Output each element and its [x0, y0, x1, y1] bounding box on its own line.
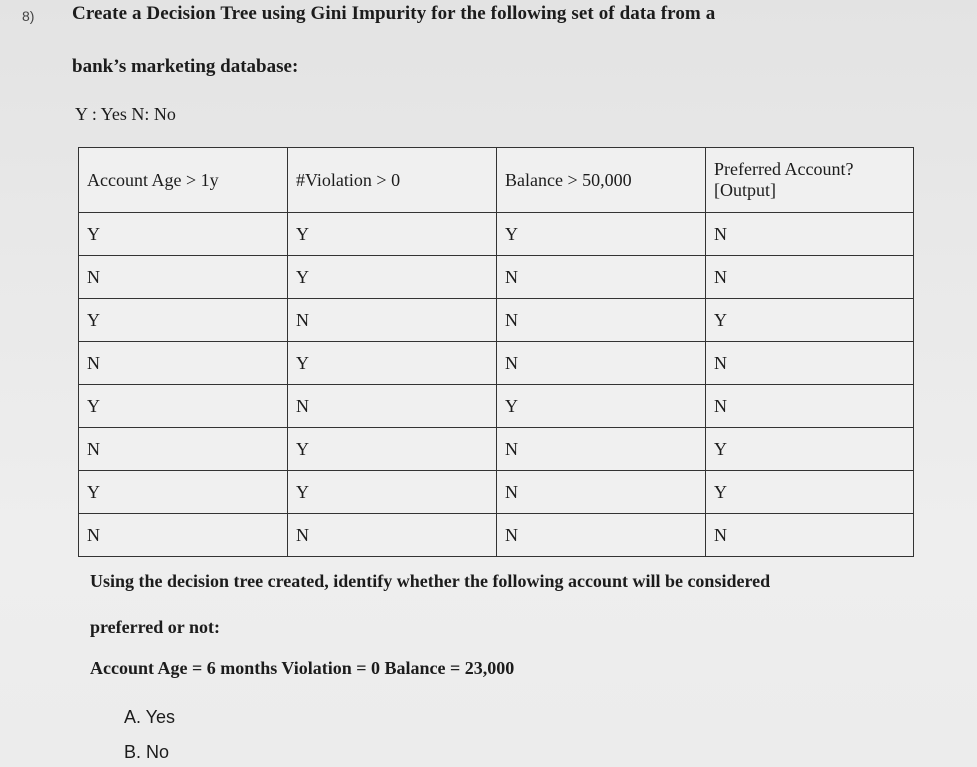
- cell-balance: Y: [497, 385, 706, 428]
- cell-violation: N: [288, 514, 497, 557]
- table-row: [79, 213, 914, 256]
- cell-preferred: N: [706, 213, 914, 256]
- question-number: 8): [22, 8, 35, 24]
- cell-account-age: N: [79, 428, 288, 471]
- cell-account-age: Y: [79, 385, 288, 428]
- table-row: [79, 471, 914, 514]
- table-row: [79, 256, 914, 299]
- table-row: [79, 514, 914, 557]
- cell-balance: N: [497, 514, 706, 557]
- cell-preferred: Y: [706, 471, 914, 514]
- cell-balance: N: [497, 299, 706, 342]
- option-b: B. No: [124, 742, 170, 762]
- cell-preferred: N: [706, 342, 914, 385]
- cell-balance: N: [497, 256, 706, 299]
- cell-account-age: Y: [79, 299, 288, 342]
- cell-balance: N: [497, 428, 706, 471]
- followup-question-line1: Using the decision tree created, identify whether the following account will be considered: [90, 571, 771, 591]
- cell-balance: Y: [497, 213, 706, 256]
- cell-preferred: Y: [706, 428, 914, 471]
- table-row: [79, 428, 914, 471]
- cell-account-age: Y: [79, 471, 288, 514]
- cell-account-age: N: [79, 342, 288, 385]
- cell-balance: N: [497, 471, 706, 514]
- cell-preferred: Y: [706, 299, 914, 342]
- header-balance: Balance > 50,000: [497, 148, 706, 213]
- dataset-table: [78, 147, 914, 557]
- cell-preferred: N: [706, 256, 914, 299]
- table-row: [79, 342, 914, 385]
- question-title-line1: Create a Decision Tree using Gini Impurity for the following set of data from a: [72, 3, 716, 24]
- cell-violation: Y: [288, 256, 497, 299]
- table-row: [79, 299, 914, 342]
- followup-question-line2: preferred or not:: [90, 617, 220, 637]
- cell-account-age: N: [79, 514, 288, 557]
- test-account-example: Account Age = 6 months Violation = 0 Balance = 23,000: [90, 658, 515, 678]
- question-title-line2: bank’s marketing database:: [72, 56, 299, 77]
- cell-violation: Y: [288, 342, 497, 385]
- yes-no-legend: Y : Yes N: No: [75, 104, 176, 124]
- cell-violation: Y: [288, 471, 497, 514]
- cell-violation: Y: [288, 428, 497, 471]
- table-row: [79, 385, 914, 428]
- cell-account-age: Y: [79, 213, 288, 256]
- cell-account-age: N: [79, 256, 288, 299]
- header-preferred-account: Preferred Account? [Output]: [706, 148, 914, 213]
- cell-preferred: N: [706, 514, 914, 557]
- header-violation: #Violation > 0: [288, 148, 497, 213]
- cell-balance: N: [497, 342, 706, 385]
- cell-preferred: N: [706, 385, 914, 428]
- header-account-age: Account Age > 1y: [79, 148, 288, 213]
- table-header-row: [79, 148, 914, 213]
- cell-violation: N: [288, 385, 497, 428]
- option-a: A. Yes: [124, 707, 176, 727]
- cell-violation: Y: [288, 213, 497, 256]
- cell-violation: N: [288, 299, 497, 342]
